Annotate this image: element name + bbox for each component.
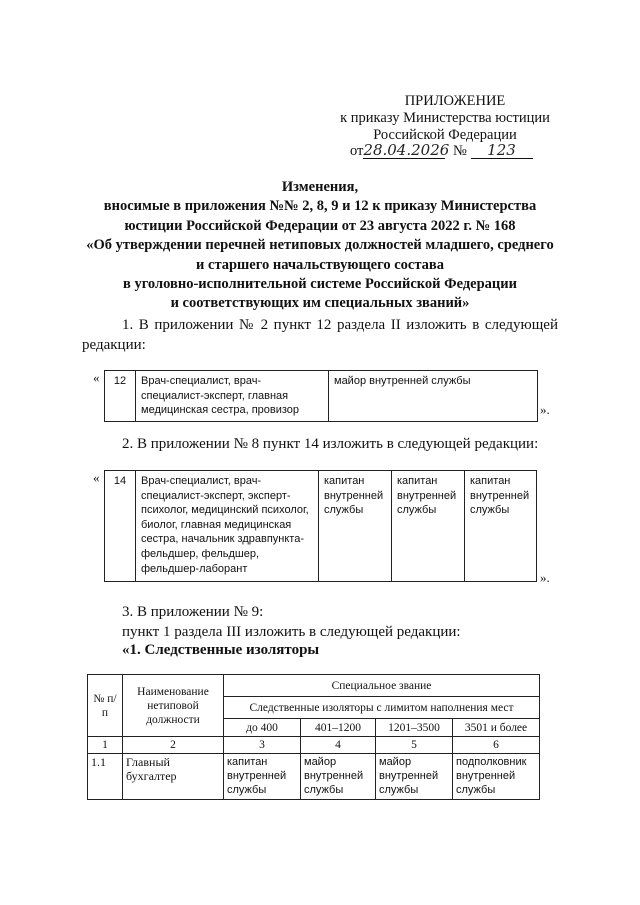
title-line: и старшего начальствующего состава bbox=[196, 256, 444, 273]
column-index: 1 bbox=[88, 737, 123, 754]
limit-cell: 3501 и более bbox=[453, 719, 540, 737]
column-index: 3 bbox=[224, 737, 301, 754]
limit-cell: до 400 bbox=[224, 719, 301, 737]
rank-cell: майор внутренней службы bbox=[329, 371, 538, 422]
rank-cell: капитан внутренней службы bbox=[392, 471, 465, 582]
position-cell: Врач-специалист, врач-специалист-эксперт, эксперт-психолог, медицинский психолог, биолог, главная медицинская сестра, начальник здравпункта-фельдшер, фельдшер, фельдшер-лаборант bbox=[136, 471, 319, 582]
table-row bbox=[88, 754, 540, 800]
limit-cell: 1201–3500 bbox=[376, 719, 453, 737]
table-row bbox=[105, 371, 538, 422]
rank-cell: майор внутренней службы bbox=[376, 754, 453, 800]
section2-text: 2. В приложении № 8 пункт 14 изложить в следующей редакции: bbox=[122, 436, 539, 452]
position-cell: Главный бухгалтер bbox=[123, 754, 224, 800]
section1-line1: 1. В приложении № 2 пункт 12 раздела II изложить в следующей bbox=[122, 317, 558, 333]
section1-table bbox=[104, 370, 538, 422]
title-line: «Об утверждении перечней нетиповых должностей младшего, среднего bbox=[86, 237, 554, 254]
section1-text bbox=[82, 315, 558, 355]
appendix-line1: к приказу Министерства юстиции bbox=[340, 110, 550, 126]
title-line: и соответствующих им специальных званий» bbox=[170, 295, 470, 312]
order-number: 123 bbox=[471, 142, 533, 159]
appendix-title: ПРИЛОЖЕНИЕ bbox=[404, 93, 506, 109]
table-row bbox=[88, 675, 540, 697]
appendix-line2: Российской Федерации bbox=[373, 127, 517, 143]
table-row bbox=[88, 737, 540, 754]
section3-heading: 3. В приложении № 9: bbox=[122, 604, 264, 620]
column-index: 6 bbox=[453, 737, 540, 754]
column-index: 2 bbox=[123, 737, 224, 754]
section1-open-quote: « bbox=[93, 370, 100, 385]
row-number: 12 bbox=[105, 371, 136, 422]
number-prefix: № bbox=[453, 143, 467, 159]
table-row bbox=[105, 471, 537, 582]
col-number-header: № п/п bbox=[88, 675, 123, 737]
rank-cell: капитан внутренней службы bbox=[465, 471, 537, 582]
section1-line2: редакции: bbox=[82, 337, 146, 353]
order-date-line bbox=[350, 142, 533, 159]
column-index: 5 bbox=[376, 737, 453, 754]
title-line: юстиции Российской Федерации от 23 августа 2022 г. № 168 bbox=[124, 217, 516, 234]
row-number: 1.1 bbox=[88, 754, 123, 800]
appendix-header bbox=[330, 93, 560, 143]
rank-cell: капитан внутренней службы bbox=[319, 471, 392, 582]
section2-close-quote: ». bbox=[540, 570, 550, 585]
rank-cell: подполковник внутренней службы bbox=[453, 754, 540, 800]
position-cell: Врач-специалист, врач-специалист-эксперт, главная медицинская сестра, провизор bbox=[136, 371, 329, 422]
row-number: 14 bbox=[105, 471, 136, 582]
col-name-header: Наименование нетиповой должности bbox=[123, 675, 224, 737]
section3-title: «1. Следственные изоляторы bbox=[122, 642, 320, 658]
section1-close-quote: ». bbox=[540, 402, 550, 417]
limit-header: Следственные изоляторы с лимитом наполнения мест bbox=[224, 697, 540, 719]
section2-open-quote: « bbox=[93, 470, 100, 485]
title-line: в уголовно-исполнительной системе Российской Федерации bbox=[123, 276, 517, 293]
limit-cell: 401–1200 bbox=[301, 719, 376, 737]
rank-cell: капитан внутренней службы bbox=[224, 754, 301, 800]
rank-cell: майор внутренней службы bbox=[301, 754, 376, 800]
column-index: 4 bbox=[301, 737, 376, 754]
section3-table bbox=[87, 674, 540, 800]
special-rank-header: Специальное звание bbox=[224, 675, 540, 697]
order-date: 28.04.2026 bbox=[363, 141, 450, 159]
section2-table bbox=[104, 470, 537, 582]
title-line: Изменения, bbox=[281, 179, 359, 195]
document-title bbox=[0, 178, 640, 314]
date-prefix: от bbox=[350, 143, 364, 159]
title-line: вносимые в приложения №№ 2, 8, 9 и 12 к приказу Министерства bbox=[103, 198, 537, 215]
section3-subheading: пункт 1 раздела III изложить в следующей редакции: bbox=[122, 624, 461, 640]
